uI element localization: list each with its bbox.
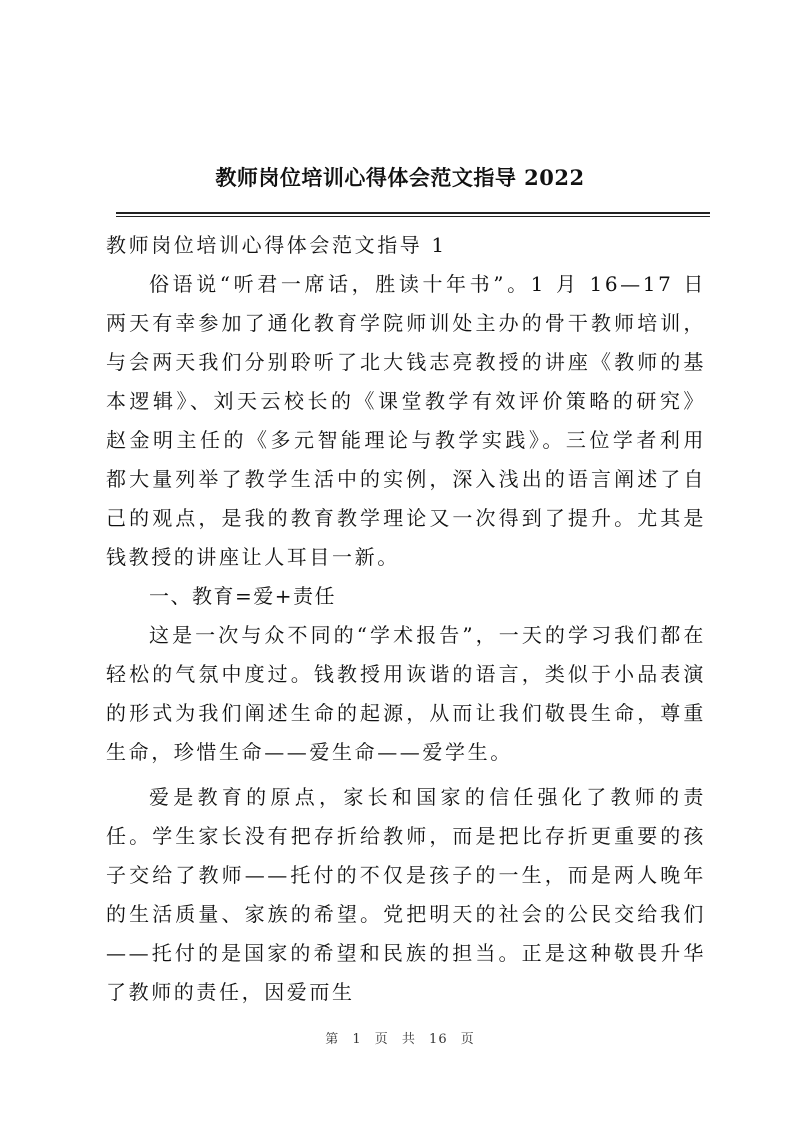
- title-rule-thin: [116, 216, 710, 217]
- title-rule: [116, 212, 710, 214]
- document-body: [106, 226, 706, 1012]
- section-heading: 教师岗位培训心得体会范文指导 1: [106, 233, 447, 257]
- paragraph-intro: 俗语说“听君一席话，胜读十年书”。1 月 16—17 日两天有幸参加了通化教育学院师训处主办的骨干教师培训，与会两天我们分别聆听了北大钱志亮教授的讲座《教师的基本逻辑》、刘天云校长的《课堂教学有效评价策略的研究》赵金明主任的《多元智能理论与教学实践》。三位学者利用都大量列举了教学生活中的实例，深入浅出的语言阐述了自己的观点，是我的教育教学理论又一次得到了提升。尤其是钱教授的讲座让人耳目一新。: [106, 272, 706, 569]
- page-number: 第 1 页 共 16 页: [325, 1032, 475, 1047]
- paragraph-love: 爱是教育的原点，家长和国家的信任强化了教师的责任。学生家长没有把存折给教师，而是把比存折更重要的孩子交给了教师——托付的不仅是孩子的一生，而是两人晚年的生活质量、家族的希望。党把明天的社会的公民交给我们——托付的是国家的希望和民族的担当。正是这种敬畏升华了教师的责任，因爱而生: [106, 785, 706, 1004]
- document-title: 教师岗位培训心得体会范文指导 2022: [215, 165, 585, 190]
- subheading-education: 一、教育=爱+责任: [149, 584, 337, 608]
- paragraph-lecture: 这是一次与众不同的“学术报告”，一天的学习我们都在轻松的气氛中度过。钱教授用诙谐的语言，类似于小品表演的形式为我们阐述生命的起源，从而让我们敬畏生命，尊重生命，珍惜生命——爱生命——爱学生。: [106, 623, 706, 764]
